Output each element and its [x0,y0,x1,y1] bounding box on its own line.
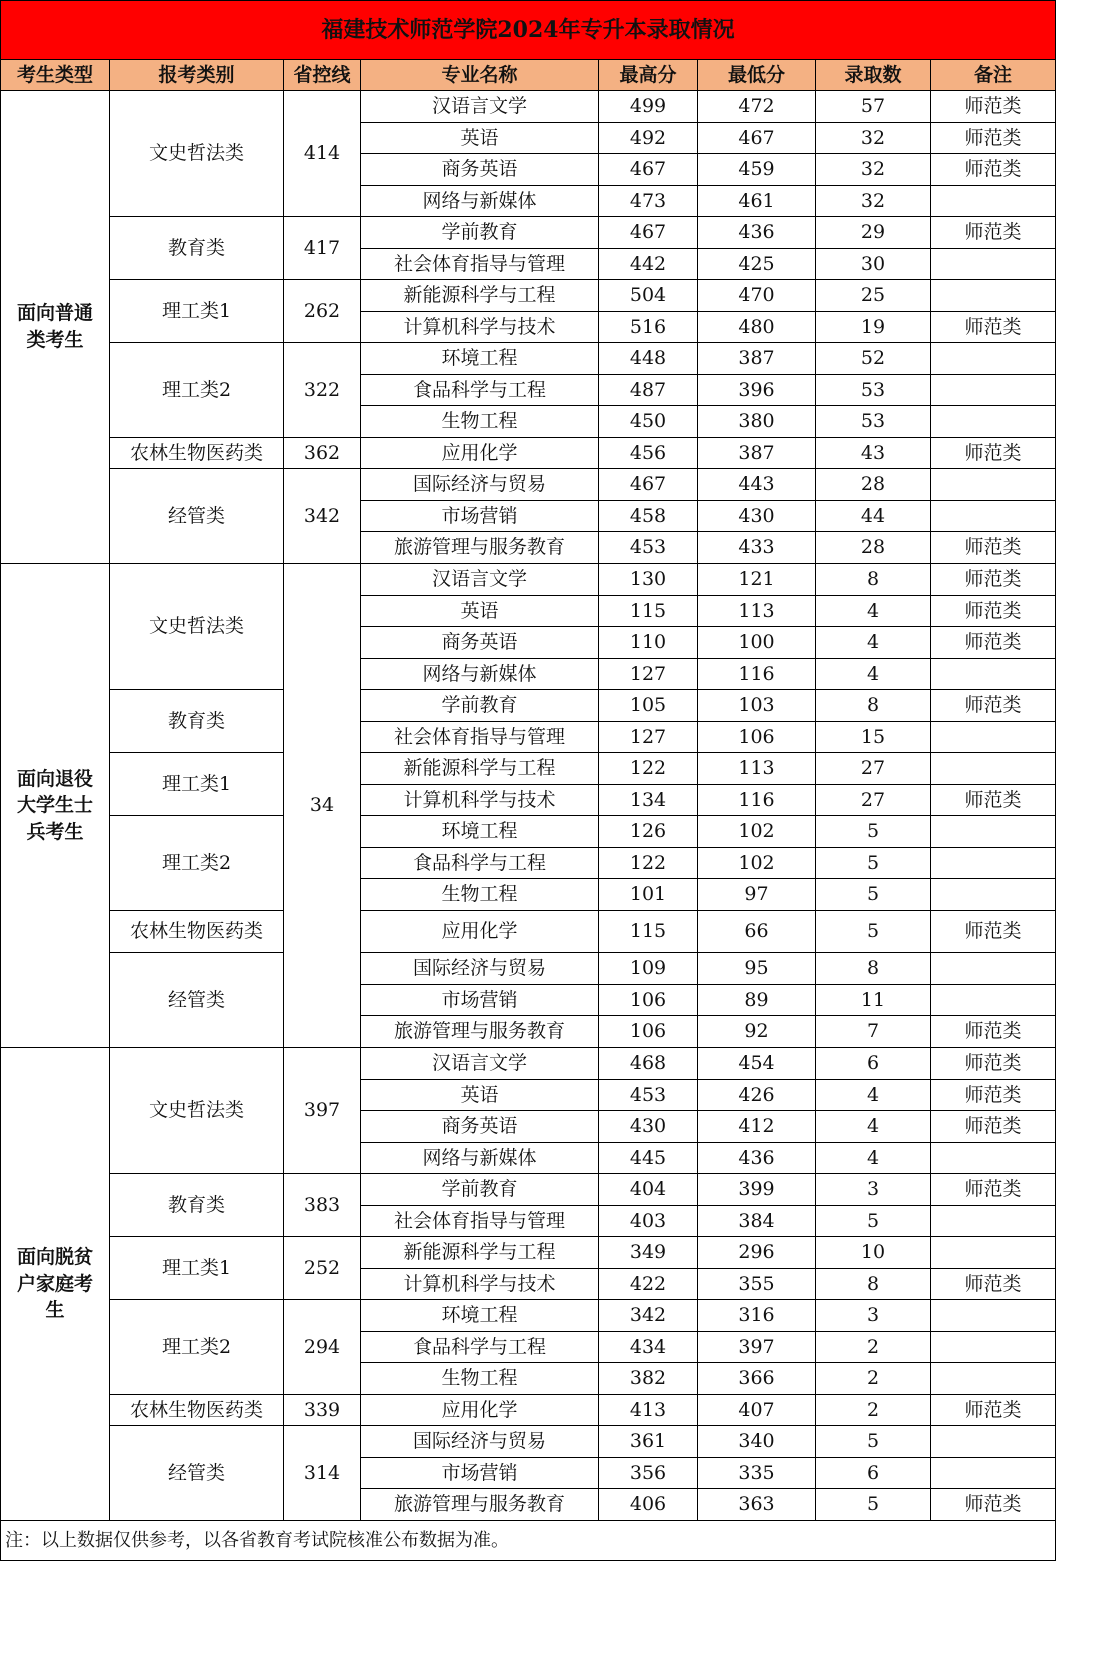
control-line: 342 [284,469,361,564]
application-category: 农林生物医药类 [110,911,284,953]
major-name: 网络与新媒体 [361,659,599,690]
control-line: 397 [284,1048,361,1174]
remark [931,1237,1056,1269]
application-category: 教育类 [110,1174,284,1237]
min-score: 113 [698,596,816,627]
min-score: 387 [698,438,816,469]
major-name: 新能源科学与工程 [361,1237,599,1269]
admitted-count: 28 [816,469,931,501]
admitted-count: 11 [816,985,931,1016]
major-name: 国际经济与贸易 [361,1426,599,1458]
max-score: 516 [599,312,698,343]
major-name: 汉语言文学 [361,564,599,596]
remark [931,406,1056,438]
application-category: 经管类 [110,469,284,564]
major-name: 社会体育指导与管理 [361,722,599,753]
remark [931,1363,1056,1395]
remark [931,249,1056,280]
min-score: 316 [698,1300,816,1332]
table-title: 福建技术师范学院2024年专升本录取情况 [0,0,1056,60]
remark [931,186,1056,217]
max-score: 473 [599,186,698,217]
major-name: 环境工程 [361,816,599,848]
remark: 师范类 [931,1016,1056,1048]
min-score: 97 [698,879,816,911]
admitted-count: 15 [816,722,931,753]
major-name: 应用化学 [361,438,599,469]
min-score: 380 [698,406,816,438]
column-header: 考生类型 [0,60,110,91]
remark [931,953,1056,985]
max-score: 404 [599,1174,698,1206]
major-name: 新能源科学与工程 [361,753,599,785]
max-score: 109 [599,953,698,985]
max-score: 122 [599,848,698,879]
remark: 师范类 [931,217,1056,249]
remark: 师范类 [931,532,1056,564]
admitted-count: 29 [816,217,931,249]
major-name: 旅游管理与服务教育 [361,532,599,564]
major-name: 学前教育 [361,1174,599,1206]
max-score: 115 [599,911,698,953]
column-header: 备注 [931,60,1056,91]
major-name: 社会体育指导与管理 [361,249,599,280]
application-category: 理工类2 [110,1300,284,1395]
remark: 师范类 [931,123,1056,154]
major-name: 汉语言文学 [361,91,599,123]
max-score: 467 [599,217,698,249]
min-score: 472 [698,91,816,123]
admitted-count: 3 [816,1300,931,1332]
admitted-count: 4 [816,1080,931,1111]
max-score: 349 [599,1237,698,1269]
major-name: 英语 [361,596,599,627]
application-category: 教育类 [110,217,284,280]
max-score: 467 [599,469,698,501]
remark: 师范类 [931,690,1056,722]
min-score: 102 [698,816,816,848]
major-name: 市场营销 [361,985,599,1016]
min-score: 335 [698,1458,816,1489]
max-score: 445 [599,1143,698,1174]
admitted-count: 5 [816,879,931,911]
max-score: 467 [599,154,698,186]
min-score: 116 [698,659,816,690]
remark: 师范类 [931,1048,1056,1080]
column-header: 最高分 [599,60,698,91]
max-score: 106 [599,985,698,1016]
admitted-count: 32 [816,186,931,217]
max-score: 406 [599,1489,698,1521]
admitted-count: 3 [816,1174,931,1206]
remark [931,501,1056,532]
major-name: 新能源科学与工程 [361,280,599,312]
remark: 师范类 [931,1174,1056,1206]
min-score: 461 [698,186,816,217]
remark: 师范类 [931,1111,1056,1143]
application-category: 文史哲法类 [110,91,284,217]
remark [931,753,1056,785]
max-score: 122 [599,753,698,785]
min-score: 116 [698,785,816,816]
max-score: 110 [599,627,698,659]
column-header: 最低分 [698,60,816,91]
major-name: 食品科学与工程 [361,848,599,879]
min-score: 397 [698,1332,816,1363]
max-score: 430 [599,1111,698,1143]
admitted-count: 8 [816,564,931,596]
admitted-count: 57 [816,91,931,123]
remark [931,722,1056,753]
max-score: 422 [599,1269,698,1300]
major-name: 学前教育 [361,690,599,722]
major-name: 英语 [361,1080,599,1111]
control-line: 252 [284,1237,361,1300]
remark [931,1458,1056,1489]
remark [931,659,1056,690]
admitted-count: 5 [816,1489,931,1521]
remark [931,1143,1056,1174]
major-name: 生物工程 [361,1363,599,1395]
remark [931,343,1056,375]
max-score: 442 [599,249,698,280]
admitted-count: 32 [816,123,931,154]
control-line: 383 [284,1174,361,1237]
max-score: 101 [599,879,698,911]
major-name: 计算机科学与技术 [361,785,599,816]
max-score: 450 [599,406,698,438]
major-name: 网络与新媒体 [361,1143,599,1174]
control-line: 34 [284,564,361,1048]
major-name: 环境工程 [361,1300,599,1332]
application-category: 农林生物医药类 [110,1395,284,1426]
min-score: 92 [698,1016,816,1048]
admitted-count: 44 [816,501,931,532]
max-score: 106 [599,1016,698,1048]
max-score: 403 [599,1206,698,1237]
min-score: 366 [698,1363,816,1395]
major-name: 生物工程 [361,406,599,438]
major-name: 国际经济与贸易 [361,953,599,985]
max-score: 487 [599,375,698,406]
admitted-count: 32 [816,154,931,186]
major-name: 商务英语 [361,154,599,186]
max-score: 382 [599,1363,698,1395]
admitted-count: 5 [816,911,931,953]
max-score: 413 [599,1395,698,1426]
admitted-count: 25 [816,280,931,312]
min-score: 113 [698,753,816,785]
max-score: 453 [599,532,698,564]
major-name: 网络与新媒体 [361,186,599,217]
remark: 师范类 [931,596,1056,627]
remark [931,848,1056,879]
remark [931,879,1056,911]
control-line: 414 [284,91,361,217]
min-score: 412 [698,1111,816,1143]
max-score: 453 [599,1080,698,1111]
admitted-count: 5 [816,848,931,879]
remark [931,280,1056,312]
max-score: 130 [599,564,698,596]
min-score: 436 [698,1143,816,1174]
remark: 师范类 [931,1395,1056,1426]
footnote: 注：以上数据仅供参考，以各省教育考试院核准公布数据为准。 [0,1521,1056,1561]
min-score: 106 [698,722,816,753]
max-score: 499 [599,91,698,123]
min-score: 363 [698,1489,816,1521]
major-name: 英语 [361,123,599,154]
max-score: 105 [599,690,698,722]
candidate-type: 面向脱贫户家庭考生 [0,1048,110,1521]
admitted-count: 6 [816,1458,931,1489]
remark [931,985,1056,1016]
remark [931,1332,1056,1363]
major-name: 市场营销 [361,501,599,532]
max-score: 361 [599,1426,698,1458]
min-score: 467 [698,123,816,154]
admitted-count: 4 [816,659,931,690]
major-name: 社会体育指导与管理 [361,1206,599,1237]
application-category: 经管类 [110,1426,284,1521]
max-score: 134 [599,785,698,816]
major-name: 学前教育 [361,217,599,249]
admitted-count: 4 [816,627,931,659]
max-score: 127 [599,659,698,690]
application-category: 理工类1 [110,753,284,816]
min-score: 340 [698,1426,816,1458]
min-score: 384 [698,1206,816,1237]
major-name: 食品科学与工程 [361,1332,599,1363]
column-header: 报考类别 [110,60,284,91]
min-score: 66 [698,911,816,953]
major-name: 国际经济与贸易 [361,469,599,501]
control-line: 417 [284,217,361,280]
major-name: 商务英语 [361,1111,599,1143]
application-category: 经管类 [110,953,284,1048]
min-score: 436 [698,217,816,249]
application-category: 理工类2 [110,343,284,438]
remark [931,1300,1056,1332]
admitted-count: 53 [816,375,931,406]
control-line: 322 [284,343,361,438]
application-category: 文史哲法类 [110,1048,284,1174]
remark: 师范类 [931,564,1056,596]
major-name: 商务英语 [361,627,599,659]
max-score: 456 [599,438,698,469]
min-score: 426 [698,1080,816,1111]
max-score: 448 [599,343,698,375]
min-score: 407 [698,1395,816,1426]
admitted-count: 5 [816,816,931,848]
admitted-count: 30 [816,249,931,280]
major-name: 汉语言文学 [361,1048,599,1080]
application-category: 农林生物医药类 [110,438,284,469]
max-score: 434 [599,1332,698,1363]
control-line: 294 [284,1300,361,1395]
min-score: 433 [698,532,816,564]
major-name: 环境工程 [361,343,599,375]
min-score: 430 [698,501,816,532]
min-score: 459 [698,154,816,186]
application-category: 理工类1 [110,280,284,343]
column-header: 录取数 [816,60,931,91]
max-score: 458 [599,501,698,532]
admitted-count: 4 [816,596,931,627]
min-score: 396 [698,375,816,406]
control-line: 262 [284,280,361,343]
major-name: 旅游管理与服务教育 [361,1489,599,1521]
control-line: 339 [284,1395,361,1426]
min-score: 95 [698,953,816,985]
admitted-count: 53 [816,406,931,438]
remark [931,469,1056,501]
max-score: 356 [599,1458,698,1489]
major-name: 食品科学与工程 [361,375,599,406]
control-line: 362 [284,438,361,469]
major-name: 应用化学 [361,911,599,953]
max-score: 342 [599,1300,698,1332]
min-score: 480 [698,312,816,343]
min-score: 443 [698,469,816,501]
admitted-count: 28 [816,532,931,564]
max-score: 115 [599,596,698,627]
admitted-count: 5 [816,1206,931,1237]
max-score: 126 [599,816,698,848]
admitted-count: 2 [816,1395,931,1426]
max-score: 492 [599,123,698,154]
min-score: 121 [698,564,816,596]
application-category: 理工类2 [110,816,284,911]
min-score: 296 [698,1237,816,1269]
admitted-count: 5 [816,1426,931,1458]
min-score: 387 [698,343,816,375]
application-category: 文史哲法类 [110,564,284,690]
remark [931,816,1056,848]
admitted-count: 2 [816,1332,931,1363]
major-name: 计算机科学与技术 [361,1269,599,1300]
min-score: 470 [698,280,816,312]
admitted-count: 8 [816,1269,931,1300]
remark [931,1206,1056,1237]
admitted-count: 19 [816,312,931,343]
admitted-count: 10 [816,1237,931,1269]
admitted-count: 52 [816,343,931,375]
control-line: 314 [284,1426,361,1521]
min-score: 425 [698,249,816,280]
admitted-count: 6 [816,1048,931,1080]
application-category: 理工类1 [110,1237,284,1300]
admitted-count: 4 [816,1143,931,1174]
admitted-count: 43 [816,438,931,469]
admitted-count: 7 [816,1016,931,1048]
candidate-type: 面向退役大学生士兵考生 [0,564,110,1048]
min-score: 454 [698,1048,816,1080]
admitted-count: 27 [816,785,931,816]
candidate-type: 面向普通类考生 [0,91,110,564]
major-name: 旅游管理与服务教育 [361,1016,599,1048]
remark: 师范类 [931,1269,1056,1300]
remark: 师范类 [931,627,1056,659]
remark: 师范类 [931,785,1056,816]
major-name: 生物工程 [361,879,599,911]
min-score: 89 [698,985,816,1016]
column-header: 省控线 [284,60,361,91]
min-score: 399 [698,1174,816,1206]
major-name: 计算机科学与技术 [361,312,599,343]
remark: 师范类 [931,438,1056,469]
remark: 师范类 [931,911,1056,953]
max-score: 127 [599,722,698,753]
remark: 师范类 [931,91,1056,123]
min-score: 355 [698,1269,816,1300]
admitted-count: 8 [816,690,931,722]
max-score: 468 [599,1048,698,1080]
remark [931,1426,1056,1458]
major-name: 市场营销 [361,1458,599,1489]
max-score: 504 [599,280,698,312]
remark: 师范类 [931,1489,1056,1521]
remark [931,375,1056,406]
remark: 师范类 [931,312,1056,343]
remark: 师范类 [931,154,1056,186]
application-category: 教育类 [110,690,284,753]
admitted-count: 2 [816,1363,931,1395]
column-header: 专业名称 [361,60,599,91]
min-score: 100 [698,627,816,659]
admitted-count: 4 [816,1111,931,1143]
admitted-count: 27 [816,753,931,785]
min-score: 103 [698,690,816,722]
admitted-count: 8 [816,953,931,985]
major-name: 应用化学 [361,1395,599,1426]
remark: 师范类 [931,1080,1056,1111]
min-score: 102 [698,848,816,879]
